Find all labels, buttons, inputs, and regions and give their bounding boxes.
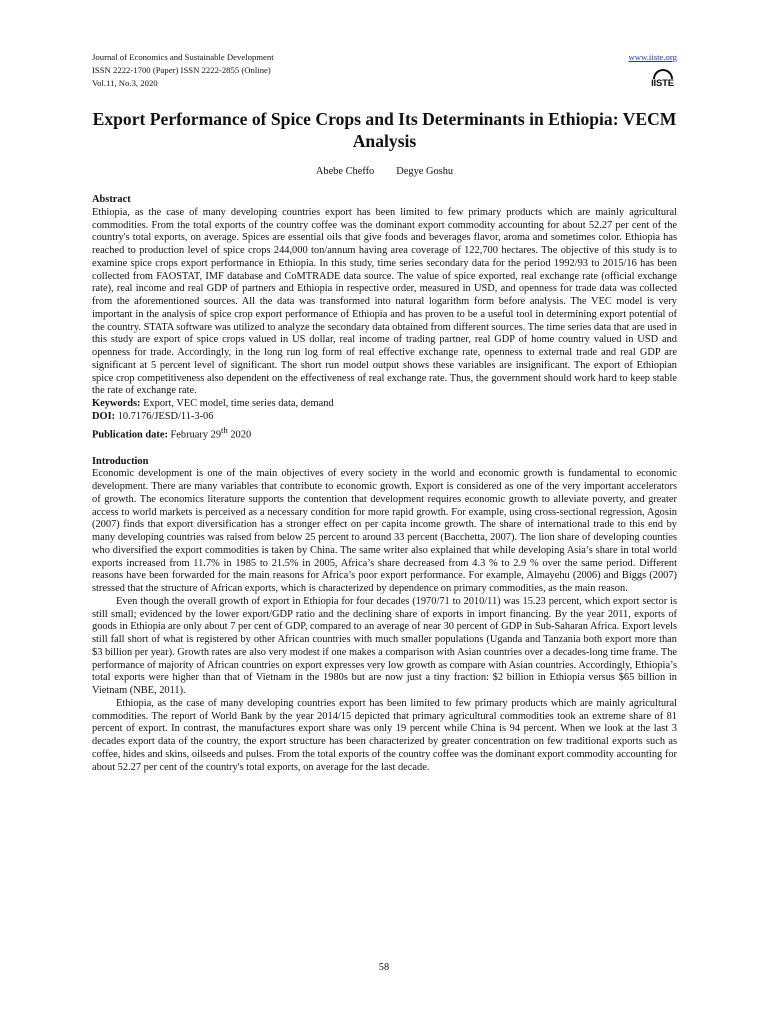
- introduction-paragraph: Ethiopia, as the case of many developing countries export has been limited to few primary products which are mainly agricultural commodities. The report of World Bank by the year 2014/15 depicted that primary agricultural commodities took an extreme share of 81 percent of export. In contrast, the manufactures export share was only 19 percent while China is 94 percent. When we look at the last 3 decades export data of the country, the export structure has been characterized by greater concentration on few traditional exports such as coffee, hides and skins, oilseeds and pulses. From the total exports of the country coffee was the dominant export commodity accounting for about 52.27 per cent of the country's total exports, on average for the last decade.: [92, 697, 677, 773]
- publication-date-year: 2020: [227, 428, 252, 440]
- paper-body: [92, 194, 677, 774]
- author-name: Degye Goshu: [396, 166, 454, 177]
- journal-name: Journal of Economics and Sustainable Development: [92, 52, 274, 62]
- journal-volume: Vol.11, No.3, 2020: [92, 78, 158, 89]
- doi-line: [92, 411, 677, 424]
- page-number: 58: [378, 962, 390, 973]
- author-name: Abebe Cheffo: [315, 166, 375, 177]
- keywords-line: [92, 398, 677, 411]
- abstract-text: Ethiopia, as the case of many developing countries export has been limited to few primary products which are mainly agricultural commodities. From the total exports of the country coffee was the dominant export commodity accounting for about 52.27 per cent of the country's total exports, on average. Spices are essential oils that give foods and beverages flavor, aroma and sometimes color. Ethiopia has reached to production level of spice crops 244,000 ton/annum having area coverage of 122,700 hectares. The objective of this study is to examine spice crops export performance in Ethiopia. In this study, time series secondary data for the period 1992/93 to 2015/16 has been collected from FAOSTAT, IMF database and CoMTRADE data source. The value of spice exported, real exchange rate (official exchange rate), real income and real GDP of partners and Ethiopia in respective order, measured in USD, and openness for trade data was collected from the aforementioned sources. All the data was transformed into natural logarithm form before analysis. The VEC model is very important in the analysis of spice crop export performance of Ethiopia and has proven to be a useful tool in determining export potential of the country. STATA software was utilized to analyze the secondary data obtained from different sources. The time series data that are used in this study are export of spice crops valued in US dollar, real income of trading partner, real GDP of home country valued in USD and openness for trade. Accordingly, in the long run log form of real effective exchange rate, openness to external trade and real GDP are significant at 5 percent level of significant. The short run model output shows these variables are insignificant. The export of Ethiopian spice crop competitiveness also dependent on the effectiveness of real exchange rate. Thus, the government should work hard to keep stable the rate of exchange rate.: [92, 206, 677, 397]
- introduction-paragraph: Even though the overall growth of export in Ethiopia for four decades (1970/71 to 2010/11) was 15.23 percent, which export sector is still small; evidenced by the lower export/GDP ratio and the declining share of exports in import financing. By the year 2011, exports of goods in Ethiopia are only about 7 per cent of GDP, compared to an average of near 30 percent of GDP in Sub-Saharan Africa. Export levels still fall short of what is registered by other African countries with much smaller populations (Uganda and Tanzania both export more than $3 billion per year). Growth rates are also very modest if one makes a comparison with Asian countries over a decades-long time frame. The performance of majority of African countries on export expresses very low growth as compare with Asian countries. Accordingly, Ethiopia’s total exports were higher than that of Vietnam in the 1980s but are now just a tiny fraction: $2 billion in Ethiopia versus $65 billion in Vietnam (NBE, 2011).: [92, 595, 677, 697]
- doi-value: 10.7176/JESD/11-3-06: [115, 410, 214, 422]
- publication-date-label: Publication date:: [92, 428, 168, 440]
- publication-date-value: February 29: [167, 428, 222, 440]
- iiste-logo: [650, 67, 675, 89]
- journal-issn: ISSN 2222-1700 (Paper) ISSN 2222-2855 (Online): [92, 65, 271, 76]
- doi-label: DOI:: [92, 410, 116, 422]
- paper-title: Export Performance of Spice Crops and Its Determinants in Ethiopia: VECM Analysis: [92, 109, 677, 151]
- abstract-heading: Abstract: [92, 194, 131, 205]
- author-list: [92, 166, 677, 177]
- journal-header: [92, 51, 677, 91]
- section-spacer: [92, 442, 677, 456]
- keywords-value: Export, VEC model, time series data, demand: [140, 398, 334, 409]
- introduction-heading: Introduction: [92, 455, 149, 467]
- logo-text: IISTE: [651, 78, 674, 89]
- publication-date-sup: th: [221, 424, 228, 435]
- journal-url-link[interactable]: www.iiste.org: [628, 52, 677, 62]
- keywords-label: Keywords:: [92, 398, 141, 409]
- publication-date-line: [92, 424, 677, 442]
- introduction-paragraph: Economic development is one of the main objectives of every society in the world and economic growth is fundamental to economic development. There are many variables that contribute to economic growth. Export is considered as one of the very important accelerators of growth. The economics literature supports the contention that development requires economic growth to alleviate poverty, and greater access to world markets is perceived as a necessary condition for more rapid growth. For example, using cross-sectional regression, Agosin (2007) finds that export diversification has a stronger effect on per capita income growth. The share of international trade to this end by many developing countries was raised from below 25 percent to around 33 percent (Bacchetta, 2007). The lion share of developing counties who diversified the export commodities is taken by China. The same writer also explained that while developing Asia’s share in total world exports increased from 11.7% in 1985 to 21.5% in 2005, Africa’s share decreased from 4.3 % to 2.9 % over the same period. Different reasons have been forwarded for the main reasons for Africa’s poor export performance. For example, Almayehu (2006) and Biggs (2007) stressed that the structure of African exports, which is characterized by dependence on primary commodities, as the main reason.: [92, 468, 677, 595]
